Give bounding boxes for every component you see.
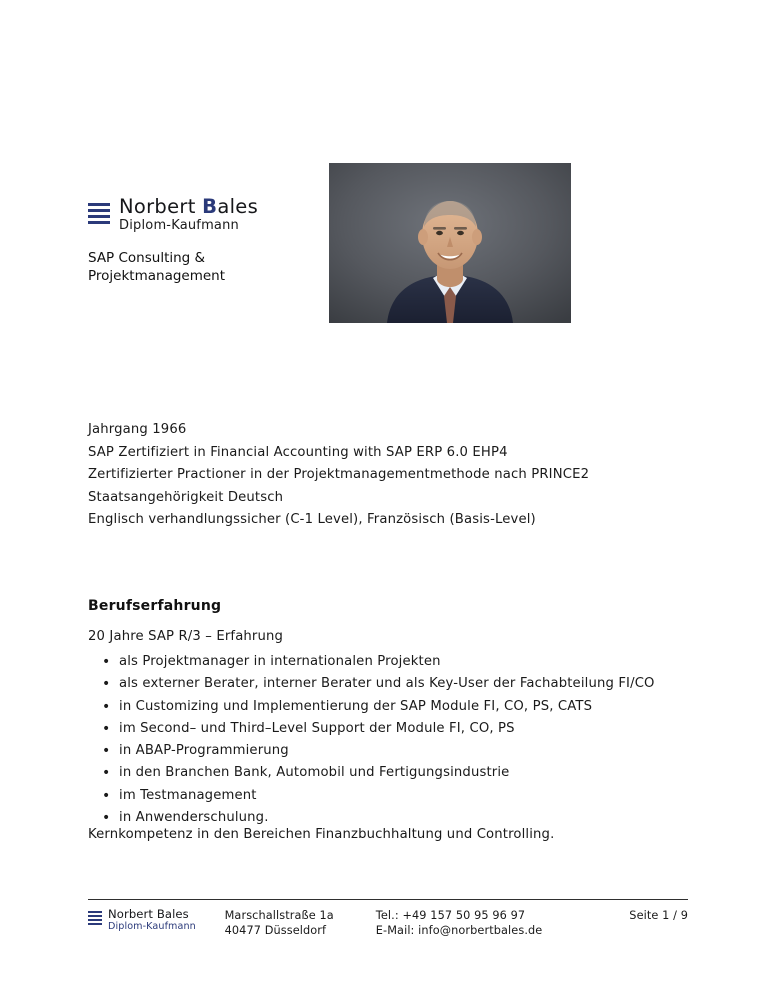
- footer-email[interactable]: E-Mail: info@norbertbales.de: [375, 924, 543, 937]
- footer-logo-bars-icon: [88, 908, 102, 927]
- fact-line: Jahrgang 1966: [88, 422, 187, 437]
- experience-list: [88, 651, 739, 829]
- list-item: • als externer Berater, interner Berater und als Key-User der Fachabteilung FI/CO: [119, 673, 739, 695]
- fact-line: SAP Zertifiziert in Financial Accounting with SAP ERP 6.0 EHP4: [88, 444, 508, 460]
- list-item: • im Testmanagement: [119, 785, 739, 807]
- fact-line: Staatsangehörigkeit Deutsch: [88, 489, 284, 505]
- footer-address-line2: 40477 Düsseldorf: [224, 924, 327, 937]
- footer-page-number: Seite 1 / 9: [629, 909, 688, 922]
- footer-name: Norbert Bales: [108, 907, 189, 921]
- list-item: • im Second– und Third–Level Support der Module FI, CO, PS: [119, 718, 739, 740]
- footer-address-line1: Marschallstraße 1a: [224, 909, 334, 922]
- portrait-photo: [329, 163, 571, 323]
- brand-name: [119, 196, 258, 217]
- list-item: • in ABAP-Programmierung: [119, 740, 739, 762]
- footer-brand: [88, 908, 225, 933]
- list-item: • in Customizing und Implementierung der SAP Module FI, CO, PS, CATS: [119, 696, 739, 718]
- brand-text: [119, 196, 258, 233]
- brand-subtitle: Diplom-Kaufmann: [119, 218, 239, 234]
- brand-name-first: Norbert: [119, 195, 203, 218]
- list-item: • in den Branchen Bank, Automobil und Fertigungsindustrie: [119, 762, 739, 784]
- brand-name-accent: B: [202, 195, 218, 218]
- footer-subtitle: Diplom-Kaufmann: [108, 921, 196, 932]
- fact-line: Zertifizierter Practioner in der Projektmanagementmethode nach PRINCE2: [88, 467, 590, 482]
- brand-role-line1: SAP Consulting &: [88, 250, 206, 267]
- facts-block: [88, 419, 688, 532]
- brand-name-rest: ales: [217, 195, 259, 218]
- footer-contact: [376, 908, 600, 938]
- section-closing: Kernkompetenz in den Bereichen Finanzbuchhaltung und Controlling.: [88, 827, 555, 842]
- footer-divider: [88, 899, 688, 900]
- list-item: • in Anwenderschulung.: [119, 807, 739, 829]
- logo-bars-icon: [88, 196, 110, 227]
- footer-address: [225, 908, 376, 938]
- section-title: Berufserfahrung: [88, 598, 222, 614]
- page-footer: [88, 908, 688, 938]
- list-item: • als Projektmanager in internationalen Projekten: [119, 651, 739, 673]
- section-intro: 20 Jahre SAP R/3 – Erfahrung: [88, 629, 284, 644]
- footer-phone: Tel.: +49 157 50 95 96 97: [375, 909, 526, 922]
- brand-role-line2: Projektmanagement: [88, 268, 226, 285]
- fact-line: Englisch verhandlungssicher (C-1 Level), Französisch (Basis-Level): [88, 512, 536, 527]
